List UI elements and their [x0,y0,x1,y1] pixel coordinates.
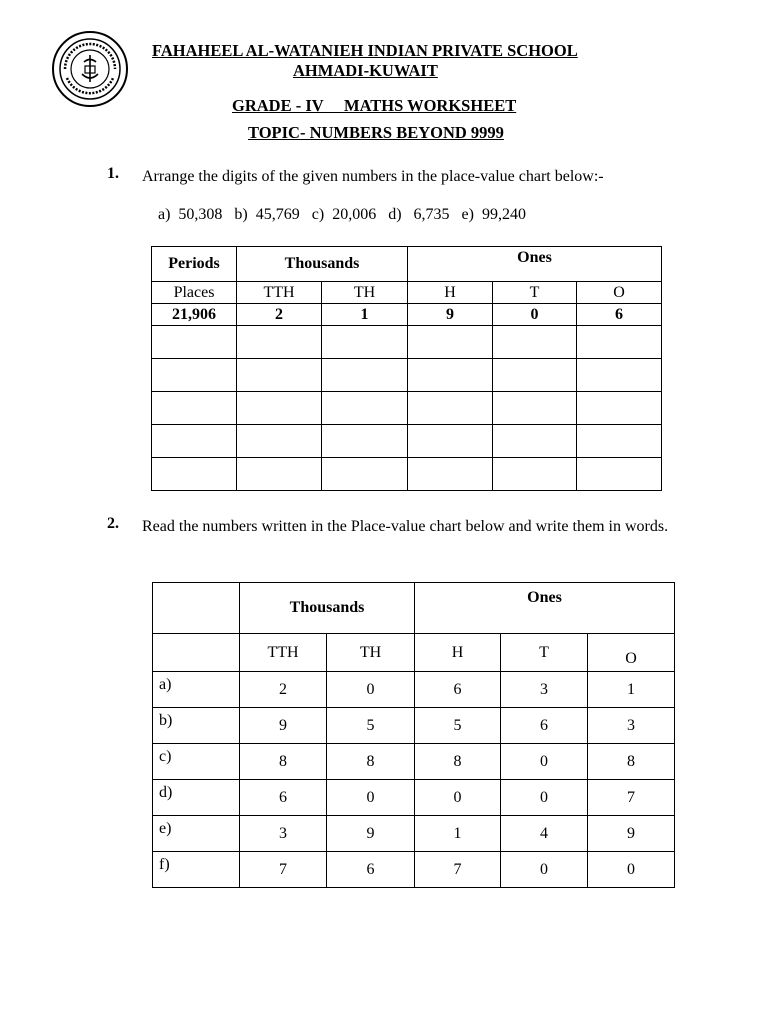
school-name: FAHAHEEL AL-WATANIEH INDIAN PRIVATE SCHOOL [152,41,578,60]
digit-cell: 3 [501,672,588,708]
school-location: AHMADI-KUWAIT [293,61,438,80]
place-t: T [493,282,577,304]
answer-cell[interactable] [237,425,322,458]
digit-cell: 7 [240,852,327,888]
digit-cell: 3 [240,816,327,852]
answer-row [152,326,662,359]
answer-cell[interactable] [493,425,577,458]
table-row [153,744,675,780]
digit-cell: 1 [415,816,501,852]
digit-cell: 6 [415,672,501,708]
answer-cell[interactable] [493,458,577,491]
answer-cell[interactable] [577,392,662,425]
ones-header: Ones [408,247,662,282]
place-o: O [577,282,662,304]
table-row [153,708,675,744]
answer-cell[interactable] [577,326,662,359]
question-2-text: Read the numbers written in the Place-value chart below and write them in words. [142,518,669,535]
answer-cell[interactable] [322,392,408,425]
row-label: b) [153,708,240,744]
row-label: f) [153,852,240,888]
place-t: T [501,634,588,672]
table-row [153,780,675,816]
answer-cell[interactable] [408,326,493,359]
answer-cell[interactable] [408,425,493,458]
empty-label-cell [153,634,240,672]
answer-cell[interactable] [152,425,237,458]
digit-cell: 9 [240,708,327,744]
place-th: TH [322,282,408,304]
digit-cell: 2 [240,672,327,708]
digit-cell: 7 [588,780,675,816]
row-label: a) [153,672,240,708]
places-label: Places [152,282,237,304]
digit-cell: 8 [240,744,327,780]
answer-cell[interactable] [237,458,322,491]
digit-cell: 8 [588,744,675,780]
answer-cell[interactable] [322,326,408,359]
answer-cell[interactable] [493,359,577,392]
ones-header: Ones [415,583,675,634]
digit-cell: 6 [501,708,588,744]
row-label: d) [153,780,240,816]
answer-cell[interactable] [577,458,662,491]
example-digit: 6 [577,304,662,326]
answer-row [152,359,662,392]
answer-cell[interactable] [152,359,237,392]
place-value-chart-1 [151,246,662,491]
place-tth: TTH [240,634,327,672]
example-digit: 2 [237,304,322,326]
digit-cell: 0 [327,780,415,816]
digit-cell: 0 [588,852,675,888]
place-o: O [588,634,675,672]
empty-corner-cell [153,583,240,634]
answer-cell[interactable] [322,359,408,392]
answer-cell[interactable] [237,392,322,425]
question-1-number: 1. [107,165,119,182]
table-row [153,852,675,888]
answer-row [152,458,662,491]
answer-cell[interactable] [408,392,493,425]
example-digit: 0 [493,304,577,326]
worksheet-title: GRADE - IV MATHS WORKSHEET [232,96,517,115]
example-digit: 1 [322,304,408,326]
digit-cell: 9 [588,816,675,852]
answer-cell[interactable] [322,458,408,491]
place-h: H [408,282,493,304]
answer-cell[interactable] [152,326,237,359]
answer-row [152,425,662,458]
answer-cell[interactable] [577,425,662,458]
answer-cell[interactable] [408,359,493,392]
digit-cell: 4 [501,816,588,852]
school-logo [51,30,129,108]
example-digit: 9 [408,304,493,326]
digit-cell: 6 [240,780,327,816]
thousands-header: Thousands [237,247,408,282]
row-label: e) [153,816,240,852]
digit-cell: 0 [415,780,501,816]
table-row [153,672,675,708]
answer-row [152,392,662,425]
question-1-numbers: a) 50,308 b) 45,769 c) 20,006 d) 6,735 e) 99,240 [158,206,526,223]
digit-cell: 3 [588,708,675,744]
digit-cell: 5 [327,708,415,744]
table-row [153,816,675,852]
answer-cell[interactable] [152,458,237,491]
digit-cell: 1 [588,672,675,708]
periods-header: Periods [152,247,237,282]
answer-cell[interactable] [322,425,408,458]
place-th: TH [327,634,415,672]
digit-cell: 8 [327,744,415,780]
answer-cell[interactable] [577,359,662,392]
digit-cell: 9 [327,816,415,852]
question-2-number: 2. [107,515,119,532]
answer-cell[interactable] [493,392,577,425]
digit-cell: 0 [501,852,588,888]
digit-cell: 0 [501,744,588,780]
answer-cell[interactable] [237,359,322,392]
place-value-chart-2 [152,582,675,888]
answer-cell[interactable] [493,326,577,359]
answer-cell[interactable] [152,392,237,425]
digit-cell: 8 [415,744,501,780]
digit-cell: 6 [327,852,415,888]
place-h: H [415,634,501,672]
digit-cell: 0 [501,780,588,816]
example-number: 21,906 [152,304,237,326]
digit-cell: 5 [415,708,501,744]
digit-cell: 7 [415,852,501,888]
place-tth: TTH [237,282,322,304]
thousands-header: Thousands [240,583,415,634]
row-label: c) [153,744,240,780]
worksheet-topic: TOPIC- NUMBERS BEYOND 9999 [248,123,504,142]
answer-cell[interactable] [408,458,493,491]
answer-cell[interactable] [237,326,322,359]
digit-cell: 0 [327,672,415,708]
question-1-text: Arrange the digits of the given numbers in the place-value chart below:- [142,168,604,185]
